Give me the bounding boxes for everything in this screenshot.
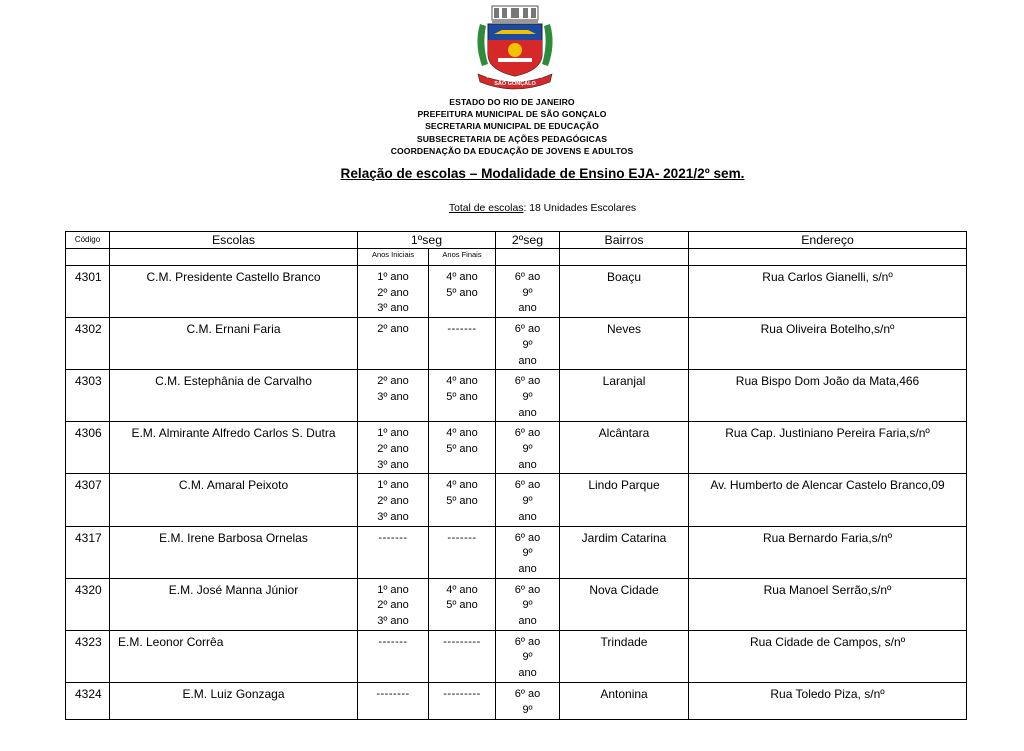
cell-escola: C.M. Presidente Castello Branco xyxy=(110,266,358,318)
cell-anos-iniciais xyxy=(358,682,429,719)
total-schools xyxy=(0,203,1024,214)
header-anos-finais: Anos Finais xyxy=(429,249,496,266)
header-bairros: Bairros xyxy=(560,232,689,249)
cell-anos-iniciais-line: 1º ano xyxy=(377,427,409,440)
cell-anos-iniciais-line: ------- xyxy=(378,635,408,648)
header-line: COORDENAÇÃO DA EDUCAÇÃO DE JOVENS E ADULTOS xyxy=(390,145,634,156)
header-1seg: 1ºseg xyxy=(358,232,496,249)
cell-anos-iniciais-line: -------- xyxy=(376,687,410,700)
cell-anos-finais-line: 4º ano xyxy=(446,375,478,388)
cell-2seg xyxy=(496,526,560,578)
cell-anos-finais-line: 5º ano xyxy=(446,443,478,456)
cell-2seg-line: ano xyxy=(518,667,537,680)
cell-bairro: Trindade xyxy=(560,630,689,682)
cell-anos-finais xyxy=(429,370,496,422)
header-line: SUBSECRETARIA DE AÇÕES PEDAGÓGICAS xyxy=(416,133,608,144)
cell-anos-iniciais-line: 2º ano xyxy=(377,286,409,299)
cell-2seg-line: 9º xyxy=(522,599,533,612)
cell-codigo: 4303 xyxy=(66,370,110,422)
cell-2seg-line: 6º ao xyxy=(514,479,541,492)
cell-anos-finais-line: ------- xyxy=(447,323,477,336)
table-row xyxy=(66,578,967,630)
cell-2seg xyxy=(496,682,560,719)
cell-anos-finais-line: 4º ano xyxy=(446,271,478,283)
cell-2seg xyxy=(496,318,560,370)
cell-anos-iniciais xyxy=(358,266,429,318)
header-endereco: Endereço xyxy=(689,232,967,249)
cell-2seg-line: 6º ao xyxy=(514,271,541,283)
cell-anos-finais-line: 4º ano xyxy=(446,583,478,596)
cell-anos-iniciais-line: 3º ano xyxy=(377,458,409,471)
cell-endereco: Rua Toledo Piza, s/nº xyxy=(689,682,967,719)
cell-codigo: 4320 xyxy=(66,578,110,630)
cell-2seg-line: 9º xyxy=(522,338,533,351)
table-header-row xyxy=(66,232,967,249)
cell-endereco: Rua Cidade de Campos, s/nº xyxy=(689,630,967,682)
cell-2seg-line: 6º ao xyxy=(514,427,541,440)
table-row xyxy=(66,318,967,370)
cell-anos-iniciais xyxy=(358,370,429,422)
sao-goncalo-crest-icon xyxy=(470,4,560,92)
cell-anos-finais-line: 5º ano xyxy=(446,495,478,508)
cell-2seg-line: ano xyxy=(518,406,537,419)
cell-anos-iniciais-line: 2º ano xyxy=(377,443,409,456)
cell-2seg-line: ano xyxy=(518,615,537,628)
crest-banner-text: SÃO GONÇALO xyxy=(494,81,536,87)
cell-anos-finais xyxy=(429,526,496,578)
cell-anos-finais xyxy=(429,630,496,682)
cell-anos-finais-line: 5º ano xyxy=(446,390,478,403)
cell-anos-iniciais-line: 1º ano xyxy=(377,271,409,283)
crest-year-left: 1646 xyxy=(486,74,495,79)
cell-bairro: Lindo Parque xyxy=(560,474,689,526)
cell-2seg-line: 6º ao xyxy=(514,687,541,700)
subheader-empty xyxy=(496,249,560,266)
table-row xyxy=(66,682,967,719)
cell-2seg-line: ano xyxy=(518,302,537,315)
table-row xyxy=(66,526,967,578)
cell-2seg-line: 9º xyxy=(522,443,533,456)
cell-escola: C.M. Ernani Faria xyxy=(110,318,358,370)
institution-header xyxy=(0,96,1024,157)
cell-2seg-line: ano xyxy=(518,562,537,575)
cell-escola: E.M. José Manna Júnior xyxy=(110,578,358,630)
cell-codigo: 4307 xyxy=(66,474,110,526)
cell-2seg xyxy=(496,578,560,630)
subheader-empty xyxy=(66,249,110,266)
document-title: Relação de escolas – Modalidade de Ensino EJA- 2021/2º sem. xyxy=(340,166,745,181)
cell-codigo: 4306 xyxy=(66,422,110,474)
cell-bairro: Alcântara xyxy=(560,422,689,474)
cell-bairro: Nova Cidade xyxy=(560,578,689,630)
cell-codigo: 4324 xyxy=(66,682,110,719)
cell-2seg-line: 6º ao xyxy=(514,635,541,648)
cell-anos-finais xyxy=(429,474,496,526)
table-row xyxy=(66,422,967,474)
cell-codigo: 4302 xyxy=(66,318,110,370)
cell-anos-finais-line: 5º ano xyxy=(446,286,478,299)
cell-anos-iniciais xyxy=(358,630,429,682)
cell-anos-finais-line: 4º ano xyxy=(446,479,478,492)
header-codigo: Código xyxy=(66,232,110,249)
cell-anos-iniciais-line: 1º ano xyxy=(377,583,409,596)
cell-anos-iniciais xyxy=(358,474,429,526)
cell-escola: E.M. Luiz Gonzaga xyxy=(110,682,358,719)
cell-anos-iniciais-line: 2º ano xyxy=(377,323,409,336)
cell-anos-iniciais xyxy=(358,422,429,474)
cell-anos-iniciais-line: 2º ano xyxy=(377,495,409,508)
cell-anos-iniciais-line: 3º ano xyxy=(377,302,409,315)
subheader-empty xyxy=(110,249,358,266)
cell-2seg-line: 6º ao xyxy=(514,583,541,596)
cell-anos-iniciais xyxy=(358,526,429,578)
cell-anos-finais xyxy=(429,318,496,370)
cell-2seg-line: 6º ao xyxy=(514,323,541,336)
cell-endereco: Rua Bernardo Faria,s/nº xyxy=(689,526,967,578)
total-value: : 18 Unidades Escolares xyxy=(523,203,637,214)
cell-2seg-line: 9º xyxy=(522,703,533,716)
table-subheader-row xyxy=(66,249,967,266)
table-row xyxy=(66,630,967,682)
table-row xyxy=(66,370,967,422)
cell-2seg-line: 9º xyxy=(522,390,533,403)
cell-anos-finais xyxy=(429,422,496,474)
cell-bairro: Neves xyxy=(560,318,689,370)
total-label: Total de escolas xyxy=(448,203,524,214)
cell-anos-iniciais-line: 1º ano xyxy=(377,479,409,492)
header-line: ESTADO DO RIO DE JANEIRO xyxy=(449,97,575,107)
cell-anos-iniciais-line: 3º ano xyxy=(377,615,409,628)
cell-2seg-line: ano xyxy=(518,510,537,523)
cell-2seg xyxy=(496,266,560,318)
cell-codigo: 4301 xyxy=(66,266,110,318)
cell-2seg-line: 9º xyxy=(522,495,533,508)
cell-endereco: Rua Carlos Gianelli, s/nº xyxy=(689,266,967,318)
cell-escola: E.M. Almirante Alfredo Carlos S. Dutra xyxy=(110,422,358,474)
cell-2seg-line: ano xyxy=(518,458,537,471)
cell-anos-finais xyxy=(429,578,496,630)
cell-2seg xyxy=(496,474,560,526)
header-2seg: 2ºseg xyxy=(496,232,560,249)
cell-anos-finais-line: 5º ano xyxy=(446,599,478,612)
subheader-empty xyxy=(689,249,967,266)
cell-anos-finais-line: --------- xyxy=(443,687,481,700)
cell-anos-iniciais xyxy=(358,578,429,630)
cell-escola: C.M. Amaral Peixoto xyxy=(110,474,358,526)
cell-anos-finais-line: 4º ano xyxy=(446,427,478,440)
table-row xyxy=(66,266,967,318)
cell-endereco: Av. Humberto de Alencar Castelo Branco,09 xyxy=(689,474,967,526)
cell-2seg-line: ano xyxy=(518,354,537,367)
schools-table xyxy=(65,231,967,720)
cell-endereco: Rua Oliveira Botelho,s/nº xyxy=(689,318,967,370)
cell-anos-finais-line: --------- xyxy=(443,635,481,648)
cell-escola: C.M. Estephânia de Carvalho xyxy=(110,370,358,422)
table-row xyxy=(66,474,967,526)
header-escolas: Escolas xyxy=(110,232,358,249)
cell-anos-iniciais xyxy=(358,318,429,370)
cell-anos-iniciais-line: 3º ano xyxy=(377,390,409,403)
cell-endereco: Rua Bispo Dom João da Mata,466 xyxy=(689,370,967,422)
header-line: PREFEITURA MUNICIPAL DE SÃO GONÇALO xyxy=(417,109,607,120)
cell-endereco: Rua Cap. Justiniano Pereira Faria,s/nº xyxy=(689,422,967,474)
header-anos-iniciais: Anos Iniciais xyxy=(358,249,429,266)
cell-anos-iniciais-line: 2º ano xyxy=(377,599,409,612)
cell-bairro: Laranjal xyxy=(560,370,689,422)
cell-anos-iniciais-line: ------- xyxy=(378,531,408,544)
cell-anos-iniciais-line: 3º ano xyxy=(377,510,409,523)
cell-2seg-line: 9º xyxy=(522,547,533,560)
cell-2seg-line: 6º ao xyxy=(514,375,541,388)
crest-year-right: 1890 xyxy=(534,74,543,79)
cell-anos-finais xyxy=(429,682,496,719)
cell-bairro: Boaçu xyxy=(560,266,689,318)
header-line: SECRETARIA MUNICIPAL DE EDUCAÇÃO xyxy=(425,121,599,132)
cell-codigo: 4323 xyxy=(66,630,110,682)
cell-2seg-line: 9º xyxy=(522,286,533,299)
cell-anos-finais-line: ------- xyxy=(447,531,477,544)
cell-2seg-line: 6º ao xyxy=(514,531,541,544)
cell-bairro: Antonina xyxy=(560,682,689,719)
cell-bairro: Jardim Catarina xyxy=(560,526,689,578)
cell-anos-iniciais-line: 2º ano xyxy=(377,375,409,388)
subheader-empty xyxy=(560,249,689,266)
cell-2seg xyxy=(496,370,560,422)
cell-escola: E.M. Irene Barbosa Ornelas xyxy=(110,526,358,578)
cell-2seg-line: 9º xyxy=(522,651,533,664)
cell-codigo: 4317 xyxy=(66,526,110,578)
cell-escola: E.M. Leonor Corrêa xyxy=(110,630,358,682)
cell-2seg xyxy=(496,630,560,682)
cell-endereco: Rua Manoel Serrão,s/nº xyxy=(689,578,967,630)
cell-anos-finais xyxy=(429,266,496,318)
cell-2seg xyxy=(496,422,560,474)
